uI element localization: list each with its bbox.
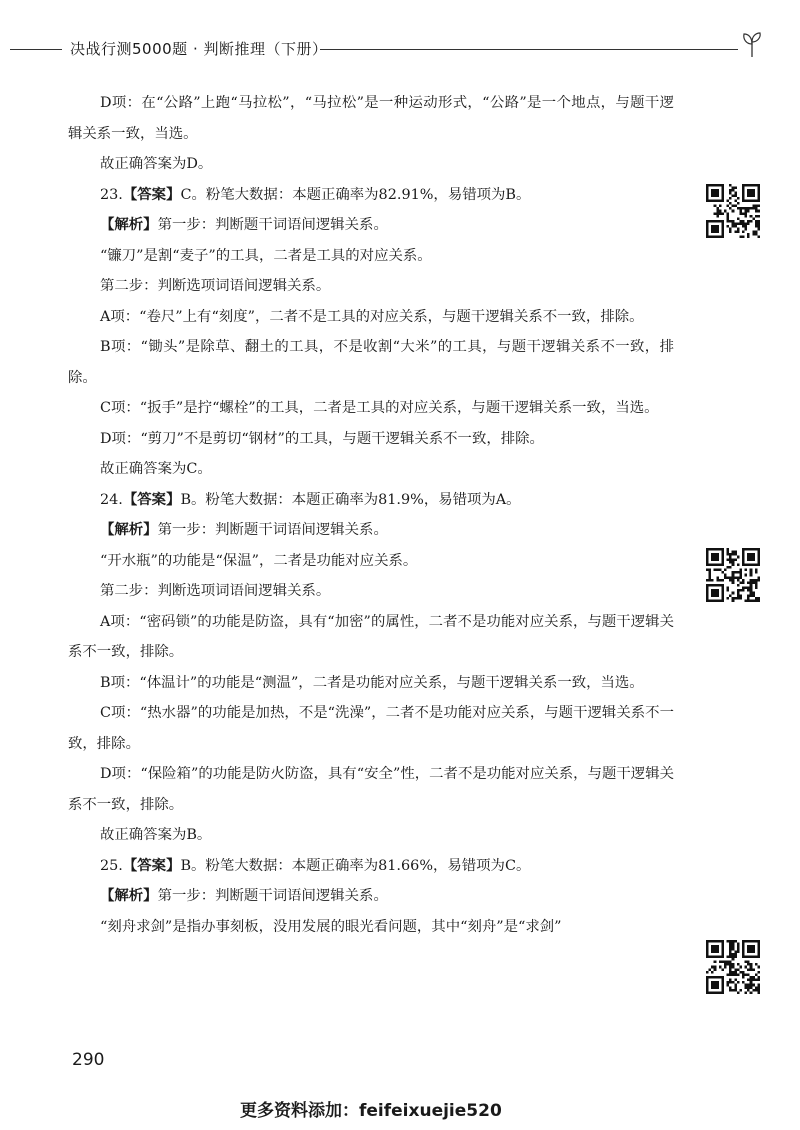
paragraph: D项：在“公路”上跑“马拉松”，“马拉松”是一种运动形式，“公路”是一个地点，与题干逻辑关系一致，当选。	[68, 95, 674, 142]
paragraph: 故正确答案为D。	[100, 156, 213, 172]
answer-line-23: 23.【答案】C。粉笔大数据：本题正确率为82.91%，易错项为B。	[100, 186, 531, 203]
option-paragraph: D项：“剪刀”不是剪切“钢材”的工具，与题干逻辑关系不一致，排除。	[100, 430, 544, 447]
qr-code-icon[interactable]	[706, 940, 760, 994]
analysis-tag: 【解析】	[100, 217, 158, 233]
option-paragraph: D项：“保险箱”的功能是防火防盗，具有“安全”性，二者不是功能对应关系，与题干逻辑关系不一致，排除。	[68, 766, 674, 813]
running-header	[0, 30, 800, 60]
option-paragraph: A项：“卷尺”上有“刻度”，二者不是工具的对应关系，与题干逻辑关系不一致，排除。	[100, 308, 644, 325]
paragraph: “开水瓶”的功能是“保温”，二者是功能对应关系。	[100, 552, 418, 569]
analysis-line: 【解析】第一步：判断题干词语间逻辑关系。	[100, 522, 388, 538]
qr-code-icon[interactable]	[706, 184, 760, 238]
option-paragraph: B项：“体温计”的功能是“测温”，二者是功能对应关系，与题干逻辑关系一致，当选。	[100, 674, 644, 691]
paragraph: “刻舟求剑”是指办事刻板，没用发展的眼光看问题，其中“刻舟”是“求剑”	[100, 918, 562, 935]
answer-tag: 【答案】	[122, 857, 181, 874]
qr-code-icon[interactable]	[706, 548, 760, 602]
page-body	[68, 88, 674, 942]
analysis-tag: 【解析】	[100, 522, 158, 538]
analysis-line: 【解析】第一步：判断题干词语间逻辑关系。	[100, 888, 388, 904]
option-paragraph: C项：“扳手”是拧“螺栓”的工具，二者是工具的对应关系，与题干逻辑关系一致，当选。	[100, 400, 659, 416]
header-rule-right	[320, 49, 738, 50]
page-number: 290	[72, 1050, 105, 1070]
option-paragraph: C项：“热水器”的功能是加热，不是“洗澡”，二者不是功能对应关系，与题干逻辑关系不一致，排除。	[68, 705, 674, 752]
paragraph: 第二步：判断选项词语间逻辑关系。	[100, 583, 331, 599]
analysis-line: 【解析】第一步：判断题干词语间逻辑关系。	[100, 217, 388, 233]
header-rule-left	[10, 49, 62, 50]
footer-note: 更多资料添加：feifeixuejie520	[240, 1101, 502, 1121]
paragraph: 故正确答案为B。	[100, 827, 212, 843]
option-paragraph: B项：“锄头”是除草、翻土的工具，不是收割“大米”的工具，与题干逻辑关系不一致，排除。	[68, 339, 674, 386]
analysis-tag: 【解析】	[100, 888, 158, 904]
answer-line-24: 24.【答案】B。粉笔大数据：本题正确率为81.9%，易错项为A。	[100, 491, 521, 508]
option-paragraph: A项：“密码锁”的功能是防盗，具有“加密”的属性，二者不是功能对应关系，与题干逻辑关系不一致，排除。	[68, 613, 674, 660]
paragraph: 故正确答案为C。	[100, 461, 212, 477]
book-title: 决战行测5000题 · 判断推理（下册）	[70, 40, 328, 58]
sprout-icon	[740, 30, 764, 58]
answer-tag: 【答案】	[122, 491, 181, 508]
answer-tag: 【答案】	[122, 186, 181, 203]
answer-line-25: 25.【答案】B。粉笔大数据：本题正确率为81.66%，易错项为C。	[100, 857, 531, 874]
paragraph: 第二步：判断选项词语间逻辑关系。	[100, 278, 331, 294]
paragraph: “镰刀”是割“麦子”的工具，二者是工具的对应关系。	[100, 247, 432, 264]
